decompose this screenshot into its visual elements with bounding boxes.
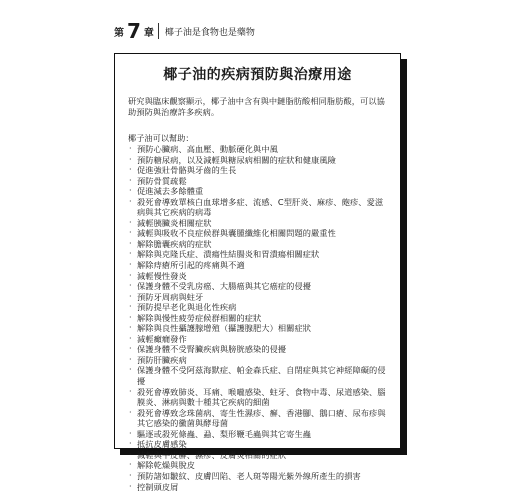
list-item — [128, 313, 388, 324]
list-item-text: 促進減去多餘體重 — [137, 186, 204, 197]
list-item — [128, 186, 388, 197]
list-item-text: 減輕與牛皮癬、濕疹、皮膚炎相關的症狀 — [137, 449, 287, 460]
bullet-icon: ‧ — [129, 291, 132, 301]
running-head — [114, 20, 255, 42]
list-item — [128, 302, 388, 313]
list-item — [128, 334, 388, 345]
list-item-text: 預防牙周病與蛀牙 — [137, 291, 204, 302]
list-item-text: 解除痔瘡所引起的疼痛與不適 — [137, 260, 245, 271]
info-panel — [114, 53, 401, 492]
list-item — [128, 344, 388, 355]
bullet-icon: ‧ — [129, 323, 132, 333]
benefit-list — [128, 144, 388, 492]
list-item — [128, 450, 388, 461]
list-item — [128, 260, 388, 271]
list-item-text: 減輕胰臟炎相關症狀 — [137, 217, 212, 228]
list-item — [128, 228, 388, 239]
bullet-icon: ‧ — [129, 175, 132, 185]
bullet-icon: ‧ — [129, 481, 132, 491]
bullet-icon: ‧ — [129, 228, 132, 238]
list-item — [128, 408, 388, 429]
list-item-text: 保護身體不受乳房癌、大腸癌與其它癌症的侵擾 — [137, 281, 312, 292]
header-divider — [158, 23, 159, 39]
list-item — [128, 292, 388, 303]
list-item — [128, 355, 388, 366]
bullet-icon: ‧ — [129, 407, 132, 417]
book-title: 椰子油是食物也是藥物 — [164, 27, 255, 38]
list-item — [128, 429, 388, 440]
bullet-icon: ‧ — [129, 449, 132, 459]
bullet-icon: ‧ — [129, 281, 132, 291]
bullet-icon: ‧ — [129, 354, 132, 364]
bullet-icon: ‧ — [129, 312, 132, 322]
list-item-text: 減輕慢性發炎 — [137, 270, 187, 281]
list-item-text: 預防心臟病、高血壓、動脈硬化與中風 — [137, 144, 278, 154]
list-item-text: 解除與良性攝護腺增殖（攝護腺肥大）相關症狀 — [137, 323, 312, 334]
chapter-prefix: 第 — [114, 27, 124, 39]
list-item-text: 抵抗皮膚感染 — [137, 439, 187, 450]
list-item-text: 減輕癲癇發作 — [137, 333, 187, 344]
chapter-suffix: 章 — [143, 27, 154, 39]
list-item — [128, 239, 388, 250]
list-item — [128, 471, 388, 482]
list-item-text: 驅逐或殺死條蟲、蝨、梨形鞭毛蟲與其它寄生蟲 — [137, 428, 312, 439]
list-item — [128, 281, 388, 292]
list-item-text: 控制頭皮屑 — [137, 481, 179, 492]
list-item — [128, 155, 388, 166]
bullet-icon: ‧ — [129, 428, 132, 438]
bullet-icon: ‧ — [129, 439, 132, 449]
list-item — [128, 387, 388, 408]
list-item-text: 殺死會導致肺炎、耳痛、喉嚨感染、蛀牙、食物中毒、尿道感染、腦膜炎、淋病與數十種其它疾病的細菌 — [137, 386, 386, 408]
bullet-icon: ‧ — [129, 165, 132, 175]
list-item-text: 解除乾燥與脫皮 — [137, 460, 196, 471]
list-item-text: 殺死會導致單核白血球增多症、流感、C型肝炎、麻疹、皰疹、愛滋病與其它疾病的病毒 — [137, 196, 384, 218]
bullet-icon: ‧ — [129, 260, 132, 270]
list-item-text: 預防骨質疏鬆 — [137, 175, 187, 186]
bullet-icon: ‧ — [129, 196, 132, 206]
intro-paragraph: 研究與臨床觀察顯示，椰子油中含有與中鏈脂肪酸相同脂肪酸，可以協助預防與治療許多疾病。 — [128, 96, 385, 117]
bullet-icon: ‧ — [129, 270, 132, 280]
list-item-text: 解除與克隆氏症、潰瘍性結腸炎和胃潰瘍相關症狀 — [137, 249, 320, 260]
chapter-number: 7 — [127, 19, 141, 43]
bullet-icon: ‧ — [129, 217, 132, 227]
bullet-icon: ‧ — [129, 344, 132, 354]
list-item — [128, 460, 388, 471]
list-item-text: 預防肝臟疾病 — [137, 354, 187, 365]
list-item — [128, 323, 388, 334]
list-item — [128, 365, 388, 386]
list-item — [128, 271, 388, 282]
bullet-icon: ‧ — [129, 249, 132, 259]
list-item — [128, 439, 388, 450]
list-item-text: 減輕與吸收不良症候群與囊腫纖維化相關問題的嚴重性 — [137, 228, 336, 239]
bullet-icon: ‧ — [129, 154, 132, 164]
bullet-icon: ‧ — [129, 186, 132, 196]
list-item — [128, 144, 388, 155]
bullet-icon: ‧ — [129, 302, 132, 312]
list-item — [128, 176, 388, 187]
bullet-icon: ‧ — [129, 386, 132, 396]
list-item — [128, 249, 388, 260]
list-item — [128, 165, 388, 176]
list-item — [128, 197, 388, 218]
bullet-icon: ‧ — [129, 365, 132, 375]
panel-title: 椰子油的疾病預防與治療用途 — [163, 67, 352, 83]
list-item-text: 保護身體不受腎臟疾病與膀胱感染的侵擾 — [137, 344, 287, 355]
list-item-text: 促進強壯骨骼與牙齒的生長 — [137, 165, 237, 176]
list-heading: 椰子油可以幫助： — [128, 133, 194, 143]
list-item-text: 解除膽囊疾病的症狀 — [137, 238, 212, 249]
bullet-icon: ‧ — [129, 460, 132, 470]
list-item-text: 預防提早老化與退化性疾病 — [137, 302, 237, 313]
list-item — [128, 218, 388, 229]
list-item-text: 預防糖尿病，以及減輕與糖尿病相關的症狀和健康風險 — [137, 154, 336, 165]
bullet-icon: ‧ — [129, 333, 132, 343]
list-item-text: 解除與慢性疲勞症候群相關的症狀 — [137, 312, 262, 323]
bullet-icon: ‧ — [129, 238, 132, 248]
list-item-text: 殺死會導致念珠菌病、寄生性濕疹、癬、香港腳、鵝口瘡、尿布疹與其它感染的黴菌與酵母菌 — [137, 407, 386, 429]
list-item-text: 預防諸如皺紋、皮膚凹陷、老人斑等陽光紫外線所產生的損害 — [137, 470, 361, 481]
list-item — [128, 482, 388, 493]
list-item-text: 保護身體不受阿茲海默症、帕金森氏症、自閉症與其它神經障礙的侵擾 — [137, 365, 386, 387]
bullet-icon: ‧ — [129, 470, 132, 480]
bullet-icon: ‧ — [129, 144, 132, 153]
